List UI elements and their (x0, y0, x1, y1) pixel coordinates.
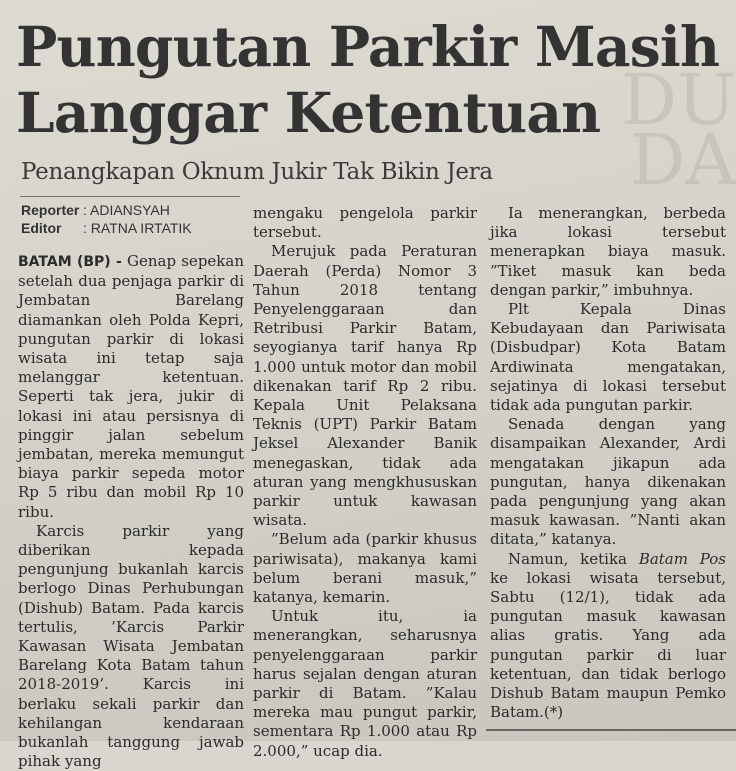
headline-line-2: Langgar Ketentuan (16, 80, 601, 145)
editor-value: : RATNA IRTATIK (83, 220, 192, 236)
article-credits (21, 201, 251, 237)
paragraph: Ia menerangkan, berbeda jika lokasi tersebut menerapkan biaya masuk. ”Tiket masuk kan beda dengan parkir,” imbuhnya. (490, 204, 726, 299)
credits-rule (20, 196, 240, 197)
paragraph: Untuk itu, ia menerangkan, seharusnya penyelenggaraan parkir harus sejalan dengan aturan parkir di Batam. ”Kalau mereka mau pungut parkir, sementara Rp 1.000 atau Rp 2.000,” ucap dia. (253, 607, 477, 760)
dateline: BATAM (BP) - (18, 254, 122, 270)
publication-name: Batam Pos (638, 549, 726, 568)
headline-line-1: Pungutan Parkir Masih (16, 14, 720, 79)
paragraph-text: Genap sepekan setelah dua penjaga parkir di Jembatan Barelang diamankan oleh Polda Kepri, pungutan parkir di lokasi wisata ini tetap saja melanggar ketentuan. Seperti tak jera, jukir di lokasi ini atau persisnya di pinggir jalan sebelum jembatan, mereka memungut biaya parkir sepeda motor Rp 5 ribu dan mobil Rp 10 ribu. (18, 252, 244, 521)
editor-row (21, 219, 251, 237)
reporter-row (21, 201, 251, 219)
paragraph: ”Belum ada (parkir khusus pariwisata), makanya kami belum berani masuk,” katanya, kemarin. (253, 530, 477, 607)
paragraph: Merujuk pada Peraturan Daerah (Perda) Nomor 3 Tahun 2018 tentang Penyelenggaraan dan Retribusi Parkir Batam, seyogianya tarif hanya Rp 1.000 untuk motor dan mobil dikenakan tarif Rp 2 ribu. Kepala Unit Pelaksana Teknis (UPT) Parkir Batam Jeksel Alexander Banik menegaskan, tidak ada aturan yang mengkhususkan parkir untuk kawasan wisata. (253, 242, 477, 530)
paragraph-text: Namun, ketika (508, 549, 639, 568)
article-headline (16, 14, 726, 146)
paragraph (490, 550, 726, 723)
article-column-2 (253, 204, 477, 761)
paragraph-text: ke lokasi wisata tersebut, Sabtu (12/1), tidak ada pungutan masuk kawasan alias gratis. Yang ada pungutan parkir di luar ketentuan, dan tidak berlogo Dishub Batam maupun Pemko Batam.(*) (490, 568, 726, 722)
paragraph (18, 252, 244, 522)
reporter-value: : ADIANSYAH (83, 202, 170, 218)
article-column-1 (18, 252, 244, 771)
paragraph: Karcis parkir yang diberikan kepada pengunjung bukanlah karcis berlogo Dinas Perhubungan (Dishub) Batam. Pada karcis tertulis, ’Karcis Parkir Kawasan Wisata Jembatan Barelang Kota Batam tahun 2018-2019’. Karcis ini berlaku sekali parkir dan kehilangan kendaraan bukanlah tanggung jawab pihak yang (18, 521, 244, 771)
paragraph: Senada dengan yang disampaikan Alexander, Ardi mengatakan jikapun ada pungutan, hanya dikenakan pada pengunjung yang akan masuk kawasan. ”Nanti akan ditata,” katanya. (490, 415, 726, 549)
show-through-print: DU DA (620, 70, 736, 201)
paragraph: Plt Kepala Dinas Kebudayaan dan Pariwisata (Disbudpar) Kota Batam Ardiwinata mengatakan, sejatinya di lokasi tersebut tidak ada pungutan parkir. (490, 300, 726, 415)
end-rule (486, 729, 736, 731)
article-column-3 (490, 204, 726, 722)
paragraph: mengaku pengelola parkir tersebut. (253, 204, 477, 242)
reporter-label: Reporter (21, 202, 80, 218)
editor-label: Editor (21, 220, 62, 236)
article-subheadline: Penangkapan Oknum Jukir Tak Bikin Jera (21, 159, 493, 185)
